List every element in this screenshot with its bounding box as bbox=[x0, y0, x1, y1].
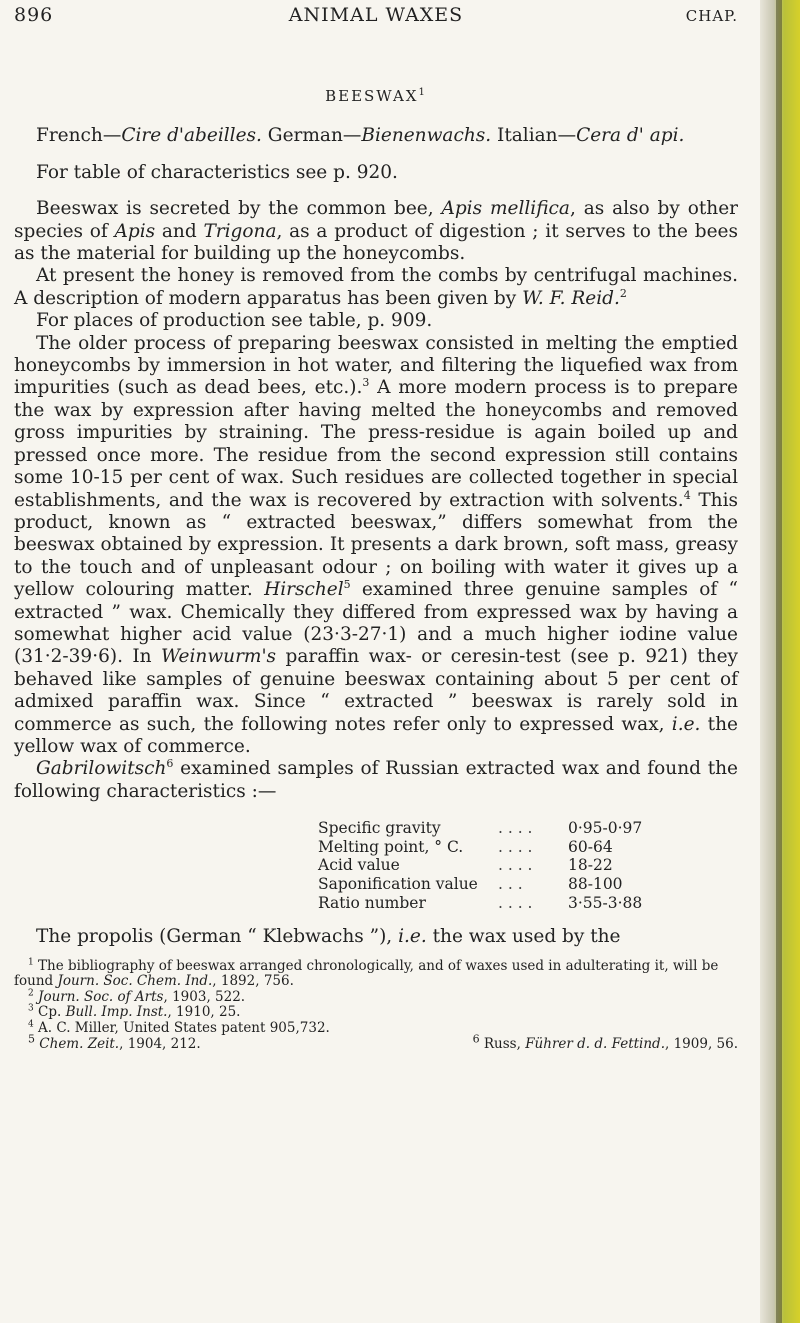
section-title-text: BEESWAX bbox=[325, 87, 419, 105]
paragraph-centrifugal bbox=[14, 265, 738, 310]
property-value: 60-64 bbox=[568, 837, 613, 856]
text-run: and bbox=[155, 220, 204, 242]
property-name: Specific gravity bbox=[318, 819, 441, 838]
characteristics-table bbox=[318, 819, 648, 912]
leader-dots: . . . . bbox=[498, 819, 533, 838]
footnote-text: , 1904, 212. bbox=[119, 1035, 201, 1052]
french-name: Cire d'abeilles. bbox=[121, 125, 262, 147]
footnote-ref: 5 bbox=[343, 577, 351, 591]
footnote-text: , 1910, 25. bbox=[167, 1004, 241, 1021]
text-run: The propolis (German “ Klebwachs ”), bbox=[36, 926, 399, 948]
text-run: , as also by other species of bbox=[14, 198, 739, 242]
running-head bbox=[14, 4, 738, 32]
text-run: A more modern process is to prepare the wax by expression after having melted the honeycombs and removed gross impurities by straining. The press-residue is again boiled up and pressed once more. The residue from the second expression still contains some 10-15 per cent of wax. Such residues are collected together in special establishments, and the wax is recovered by extraction with solvents. bbox=[14, 377, 738, 511]
property-name: Ratio number bbox=[318, 893, 426, 912]
footnote-ref: 1 bbox=[418, 87, 427, 98]
genus-apis: Apis bbox=[114, 220, 156, 242]
property-value: 18-22 bbox=[568, 856, 613, 875]
property-name: Acid value bbox=[318, 856, 400, 875]
chapter-label: CHAP. bbox=[685, 7, 738, 25]
text-run: Beeswax is secreted by the common bee, bbox=[36, 198, 442, 220]
page-number: 896 bbox=[14, 4, 54, 26]
footnote-ref: 6 bbox=[166, 757, 174, 771]
footnote-4 bbox=[14, 1021, 738, 1037]
text-run: examined samples of Russian extracted wax and found the following characteristics :— bbox=[14, 758, 738, 802]
footnotes bbox=[14, 959, 738, 1053]
paragraph-propolis bbox=[14, 926, 738, 948]
footnote-number: 2 bbox=[28, 988, 34, 999]
paragraph-table-ref: For table of characteristics see p. 920. bbox=[36, 161, 398, 183]
paragraph-secretion bbox=[14, 198, 738, 265]
leader-dots: . . . . bbox=[498, 893, 533, 912]
table-row bbox=[318, 875, 648, 894]
text-run: The older process of preparing beeswax consisted in melting the emptied honeycombs by immersion in hot water, and filtering the liquefied wax from impurities (such as dead bees, etc.). bbox=[14, 332, 738, 399]
footnote-2 bbox=[14, 990, 738, 1006]
body-text bbox=[14, 85, 738, 1052]
running-title: ANIMAL WAXES bbox=[288, 4, 464, 26]
text-run: At present the honey is removed from the combs by centrifugal machines. A description of modern apparatus has been given by bbox=[14, 265, 738, 309]
property-value: 3·55-3·88 bbox=[568, 893, 643, 912]
italian-name: Cera d' api. bbox=[576, 125, 685, 147]
footnote-number: 4 bbox=[28, 1019, 34, 1030]
footnote-6 bbox=[459, 1032, 738, 1053]
binding-strip bbox=[776, 0, 782, 1323]
footnote-text: The bibliography of beeswax arranged chronologically, and of waxes used in adulterating it, will be found bbox=[14, 957, 719, 990]
paragraph-gabrilowitsch bbox=[14, 758, 738, 803]
species-name: Apis mellifica bbox=[441, 198, 570, 220]
footnote-text: , 1909, 56. bbox=[665, 1035, 738, 1052]
text-run: , as a product of digestion ; it serves to the bees as the material for building up the honeycombs. bbox=[14, 220, 738, 265]
paragraph-process bbox=[14, 333, 738, 759]
german-label: German— bbox=[267, 125, 362, 147]
journal-name: Journ. Soc. Chem. Ind. bbox=[57, 973, 213, 990]
section-title bbox=[14, 85, 738, 107]
footnote-number: 5 bbox=[28, 1032, 35, 1046]
footnote-ref: 4 bbox=[683, 488, 691, 502]
french-label: French— bbox=[36, 125, 122, 147]
journal-name: Chem. Zeit. bbox=[39, 1035, 120, 1052]
text-run: paraffin wax- or ceresin-test (see p. 921) they behaved like samples of genuine beeswax containing about 5 per cent of admixed paraffin wax. Since “ extracted ” beeswax is rarely sold in commerce as such, the following notes refer only to expressed wax, bbox=[14, 646, 738, 735]
abbrev-ie: i.e. bbox=[671, 713, 701, 735]
author-weinwurm: Weinwurm's bbox=[161, 646, 277, 668]
property-value: 88-100 bbox=[568, 874, 623, 893]
paragraph-production: For places of production see table, p. 909. bbox=[36, 310, 433, 332]
leader-dots: . . . . bbox=[498, 837, 533, 856]
footnote-text: Russ, bbox=[483, 1035, 526, 1052]
text-run: This product, known as “ extracted beeswax,” differs somewhat from the beeswax obtained by expression. It presents a dark brown, soft mass, greasy to the touch and of unpleasant odour ; on boiling with water it gives up a yellow colouring matter. bbox=[14, 489, 739, 601]
footnote-number: 1 bbox=[28, 957, 34, 968]
footnote-ref: 3 bbox=[362, 376, 370, 390]
leader-dots: . . . bbox=[498, 874, 523, 893]
text-run: examined three genuine samples of “ extracted ” wax. Chemically they differed from expressed wax by having a somewhat higher acid value (23·3-27·1) and a much higher iodine value (31·2-39·6). In bbox=[14, 579, 738, 668]
text-run: the wax used by the bbox=[426, 926, 621, 948]
footnote-text: , 1892, 756. bbox=[212, 973, 294, 990]
footnote-number: 3 bbox=[28, 1003, 34, 1014]
property-name: Melting point, ° C. bbox=[318, 837, 464, 856]
abbrev-ie: i.e. bbox=[398, 926, 427, 948]
table-row bbox=[318, 819, 648, 838]
table-row bbox=[318, 856, 648, 875]
footnotes-5-6 bbox=[14, 1032, 738, 1053]
table-row bbox=[318, 894, 648, 913]
property-name: Saponification value bbox=[318, 874, 478, 893]
author-reid: W. F. Reid. bbox=[522, 287, 620, 309]
foreign-names bbox=[14, 125, 738, 147]
genus-trigona: Trigona bbox=[203, 220, 277, 242]
text-run: the yellow wax of commerce. bbox=[14, 713, 738, 757]
footnote-ref: 2 bbox=[619, 286, 627, 300]
footnote-text: Cp. bbox=[38, 1004, 66, 1021]
table-row bbox=[318, 838, 648, 857]
italian-label: Italian— bbox=[497, 125, 577, 147]
journal-name: Führer d. d. Fettind. bbox=[525, 1035, 665, 1052]
leader-dots: . . . . bbox=[498, 856, 533, 875]
german-name: Bienenwachs. bbox=[361, 125, 492, 147]
footnote-text: A. C. Miller, United States patent 905,732. bbox=[38, 1019, 330, 1036]
journal-name: Bull. Imp. Inst. bbox=[65, 1004, 168, 1021]
property-value: 0·95-0·97 bbox=[568, 819, 643, 838]
author-gabrilowitsch: Gabrilowitsch bbox=[36, 758, 167, 780]
footnote-number: 6 bbox=[472, 1032, 480, 1046]
footnote-1 bbox=[14, 959, 738, 990]
journal-name: Journ. Soc. of Arts bbox=[38, 988, 164, 1005]
footnote-3 bbox=[14, 1005, 738, 1021]
footnote-5 bbox=[14, 1032, 201, 1053]
page-edge-shadow bbox=[760, 0, 800, 1323]
author-hirschel: Hirschel bbox=[264, 579, 344, 601]
footnote-text: , 1903, 522. bbox=[163, 988, 246, 1005]
